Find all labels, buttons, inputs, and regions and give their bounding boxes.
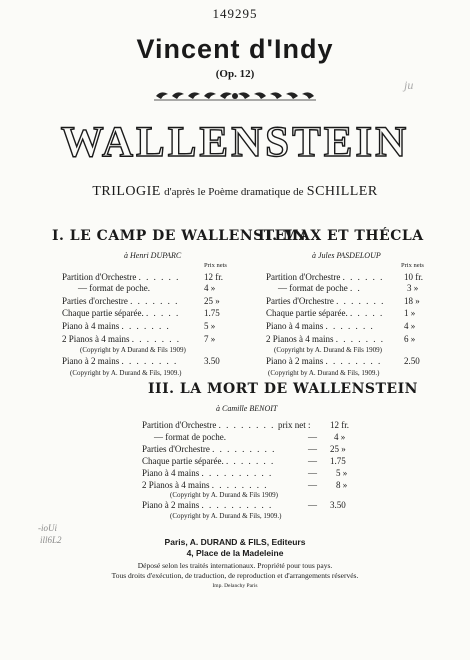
section-2-row — [266, 356, 420, 366]
subtitle-trilogy: TRILOGIE — [92, 184, 161, 199]
row-dots: . . . . . . . — [225, 456, 275, 466]
section-2-copyright-a: (Copyright by A. Durand & Fils 1909) — [274, 346, 382, 354]
row-net: — — [308, 480, 317, 490]
section-3-copyright-b: (Copyright by A. Durand & Fils, 1909.) — [170, 512, 282, 520]
row-price: 2.50 — [404, 356, 420, 366]
row-price: 4 » — [334, 432, 346, 442]
row-dots: . . . . . . — [138, 272, 180, 282]
row-price: 8 » — [336, 480, 348, 490]
row-dots: . . . . . . . — [130, 296, 179, 306]
row-price: 18 » — [404, 296, 420, 306]
row-price: 1.75 — [204, 308, 220, 318]
row-label: — format de poche. — [154, 432, 226, 442]
section-3-row — [142, 480, 348, 490]
row-label: Piano à 2 mains — [266, 356, 324, 366]
section-1-row — [78, 283, 216, 293]
section-3-heading: III. LA MORT DE WALLENSTEIN — [148, 381, 418, 397]
row-price: 1 » — [404, 308, 416, 318]
section-2-copyright-b: (Copyright by A. Durand & Fils, 1909.) — [268, 369, 380, 377]
row-label: Piano à 4 mains — [62, 321, 120, 331]
row-label: Chaque partie séparée. — [62, 308, 144, 318]
section-3-row — [142, 420, 349, 430]
ornament-divider — [150, 88, 320, 104]
section-1-row — [62, 272, 223, 282]
row-price: 10 fr. — [404, 272, 423, 282]
row-dots: . . . . . . . . — [325, 356, 382, 366]
section-2-heading: II. MAX ET THÉCLA — [258, 228, 424, 244]
section-1-copyright-a: (Copyright by A Durand & Fils 1909) — [80, 346, 186, 354]
work-title: WALLENSTEIN — [60, 119, 410, 166]
row-label: Piano à 2 mains — [142, 500, 200, 510]
row-net: — — [308, 444, 317, 454]
row-dots: . . . . . . . — [131, 334, 181, 344]
section-3-row — [142, 444, 346, 454]
subtitle — [0, 183, 470, 200]
row-label: Partition d'Orchestre — [62, 272, 137, 282]
catalog-number: 149295 — [212, 6, 258, 21]
section-2-row — [266, 321, 416, 331]
row-price: 7 » — [204, 334, 216, 344]
row-dots: . . . . . . . . — [121, 356, 178, 366]
subtitle-author: SCHILLER — [306, 184, 378, 199]
row-label: — format de poche. — [78, 283, 150, 293]
row-dots: . . . . . — [145, 308, 180, 318]
section-2-row — [266, 272, 423, 282]
row-dots: . . . . . — [349, 308, 384, 318]
row-label: Parties d'orchestre — [62, 296, 128, 306]
row-net: prix net : — [278, 420, 311, 430]
section-1-heading: I. LE CAMP DE WALLENSTEIN — [52, 228, 307, 244]
row-label: 2 Pianos à 4 mains — [62, 334, 130, 344]
opus-number: (Op. 12) — [215, 68, 255, 80]
row-dots: . . — [349, 283, 362, 293]
library-stamp-2: ill6L2 — [40, 535, 62, 545]
row-label: Parties d'Orchestre — [266, 296, 334, 306]
section-2-dedication: à Jules PASDELOUP — [312, 251, 381, 260]
row-label: Chaque partie séparée. — [142, 456, 224, 466]
row-dots: . . . . . . . . . . — [201, 500, 273, 510]
section-1-price-header: Prix nets — [204, 262, 227, 269]
section-1-row — [62, 334, 216, 344]
row-dots: . . . . . . . — [336, 296, 385, 306]
row-label: 2 Pianos à 4 mains — [266, 334, 334, 344]
row-label: Chaque partie séparée. — [266, 308, 348, 318]
section-3-copyright-a: (Copyright by A. Durand & Fils 1909) — [170, 491, 278, 499]
section-1-row — [62, 296, 220, 306]
section-3-row — [154, 432, 346, 442]
section-2-price-header: Prix nets — [401, 262, 424, 269]
row-net: — — [308, 432, 317, 442]
corner-pencil-mark: ju — [404, 78, 414, 92]
row-label: Parties d'Orchestre — [142, 444, 210, 454]
row-label: Piano à 2 mains — [62, 356, 120, 366]
row-dots: . . . . . . . . . . — [201, 468, 273, 478]
row-label: Partition d'Orchestre — [266, 272, 341, 282]
row-dots: . . . . . . . . — [211, 480, 268, 490]
row-price: 4 » — [404, 321, 416, 331]
row-price: 12 fr. — [330, 420, 349, 430]
printer-credit: Imp. Delanchy Paris — [212, 583, 258, 589]
row-label: Partition d'Orchestre — [142, 420, 217, 430]
row-net: — — [308, 468, 317, 478]
publisher-name: Paris, A. DURAND & FILS, Editeurs — [164, 537, 306, 547]
section-3-dedication: à Camille BENOIT — [216, 404, 278, 413]
section-3-row — [142, 468, 348, 478]
row-price: 5 » — [204, 321, 216, 331]
row-price: 12 fr. — [204, 272, 223, 282]
section-1-row — [62, 308, 220, 318]
section-3-row — [142, 456, 346, 466]
row-price: 25 » — [330, 444, 346, 454]
row-label: 2 Pianos à 4 mains — [142, 480, 210, 490]
subtitle-mid: d'après le Poème dramatique de — [164, 186, 304, 198]
deposit-notice-2: Tous droits d'exécution, de traduction, de reproduction et d'arrangements réservés. — [111, 571, 359, 580]
row-price: 4 » — [204, 283, 216, 293]
row-price: 6 » — [404, 334, 416, 344]
row-price: 3.50 — [204, 356, 220, 366]
row-dots: . . . . . . . . . — [212, 444, 276, 454]
section-1-dedication: à Henri DUPARC — [124, 251, 182, 260]
section-2-row — [266, 334, 416, 344]
section-2-row — [278, 283, 419, 293]
row-price: 3 » — [407, 283, 419, 293]
row-net: — — [308, 500, 317, 510]
row-dots: . . . . . . . — [325, 321, 375, 331]
section-1-row — [62, 321, 216, 331]
publisher-address: 4, Place de la Madeleine — [186, 548, 284, 558]
section-3-row — [142, 500, 346, 510]
section-1-copyright-b: (Copyright by A. Durand & Fils, 1909.) — [70, 369, 182, 377]
row-dots: . . . . . . . — [121, 321, 171, 331]
section-2-row — [266, 308, 416, 318]
row-price: 3.50 — [330, 500, 346, 510]
row-net: — — [308, 456, 317, 466]
row-dots: . . . . . . — [342, 272, 384, 282]
row-price: 25 » — [204, 296, 220, 306]
library-stamp-1: -ioUi — [38, 523, 57, 533]
row-dots: . . . . . . . — [335, 334, 385, 344]
section-2-row — [266, 296, 420, 306]
row-price: 5 » — [336, 468, 348, 478]
row-price: 1.75 — [330, 456, 346, 466]
row-label: Piano à 4 mains — [142, 468, 200, 478]
section-1-row — [62, 356, 220, 366]
deposit-notice-1: Déposé selon les traités internationaux. Propriété pour tous pays. — [137, 561, 333, 570]
row-label: Piano à 4 mains — [266, 321, 324, 331]
row-dots: . . . . . . . . — [218, 420, 275, 430]
composer-name: Vincent d'Indy — [136, 34, 334, 64]
row-label: — format de poche — [278, 283, 348, 293]
